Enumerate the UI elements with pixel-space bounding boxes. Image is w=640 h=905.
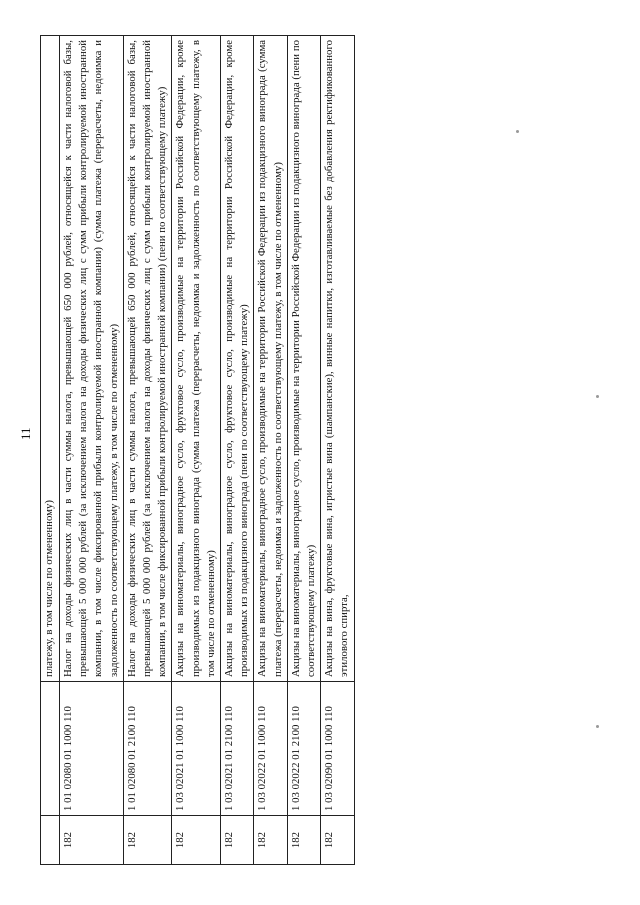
cell-code: 1 01 02080 01 2100 110 [123,682,172,816]
cell-admin: 182 [172,816,221,865]
cell-admin: 182 [321,816,354,865]
table-row [254,36,287,865]
cell-continuation-text: платежу, в том числе по отмененному) [41,36,60,682]
cell-code: 1 03 02090 01 1000 110 [321,682,354,816]
cell-code [41,682,60,816]
cell-name: Акцизы на вина, фруктовые вина, игристые вина (шампанские), винные напитки, изготавливаемые без добавления ректификованного этилового спирта, [321,36,354,682]
table-row [123,36,172,865]
cell-code: 1 03 02022 01 2100 110 [287,682,320,816]
page-number: 11 [18,427,33,440]
table-row-continuation [41,36,60,865]
cell-name: Акцизы на виноматериалы, виноградное сусло, фруктовое сусло, производимые на территории Российской Федерации, кроме производимых из подакцизного винограда (пени по соответствующему платежу) [221,36,254,682]
cell-admin: 182 [60,816,124,865]
cell-admin [41,816,60,865]
cell-name: Акцизы на виноматериалы, виноградное сусло, фруктовое сусло, производимые на территории Российской Федерации, кроме производимых из подакцизного винограда (сумма платежа (перерасчеты, недоимка и задолженность по соответствующему платежу, в том числе по отмененному) [172,36,221,682]
cell-admin: 182 [287,816,320,865]
cell-admin: 182 [221,816,254,865]
scan-artifact-dot [596,395,599,398]
rotated-page-content [40,35,580,865]
table-row [221,36,254,865]
cell-code: 1 03 02022 01 1000 110 [254,682,287,816]
cell-code: 1 03 02021 01 2100 110 [221,682,254,816]
cell-code: 1 01 02080 01 1000 110 [60,682,124,816]
cell-name: Налог на доходы физических лиц в части суммы налога, превышающей 650 000 рублей, относящейся к части налоговой базы, превышающей 5 000 000 рублей (за исключением налога на доходы физических лиц с сумм прибыли контролируемой иностранной компании, в том числе фиксированной прибыли контролируемой иностранной компании) (пени по соответствующему платежу) [123,36,172,682]
revenue-codes-table [40,35,355,865]
cell-admin: 182 [254,816,287,865]
cell-admin: 182 [123,816,172,865]
table-row [60,36,124,865]
table-row [321,36,354,865]
cell-name: Налог на доходы физических лиц в части суммы налога, превышающей 650 000 рублей, относящейся к части налоговой базы, превышающей 5 000 000 рублей (за исключением налога на доходы физических лиц с сумм прибыли контролируемой иностранной компании, в том числе фиксированной прибыли контролируемой иностранной компании) (сумма платежа (перерасчеты, недоимка и задолженность по соответствующему платежу, в том числе по отмененному) [60,36,124,682]
scan-artifact-dot [596,725,599,728]
cell-code: 1 03 02021 01 1000 110 [172,682,221,816]
cell-name: Акцизы на виноматериалы, виноградное сусло, производимые на территории Российской Федерации из подакцизного винограда (пени по соответствующему платежу) [287,36,320,682]
cell-name: Акцизы на виноматериалы, виноградное сусло, производимые на территории Российской Федерации из подакцизного винограда (сумма платежа (перерасчеты, недоимка и задолженность по соответствующему платежу, в том числе по отмененному) [254,36,287,682]
table-row [287,36,320,865]
table-row [172,36,221,865]
